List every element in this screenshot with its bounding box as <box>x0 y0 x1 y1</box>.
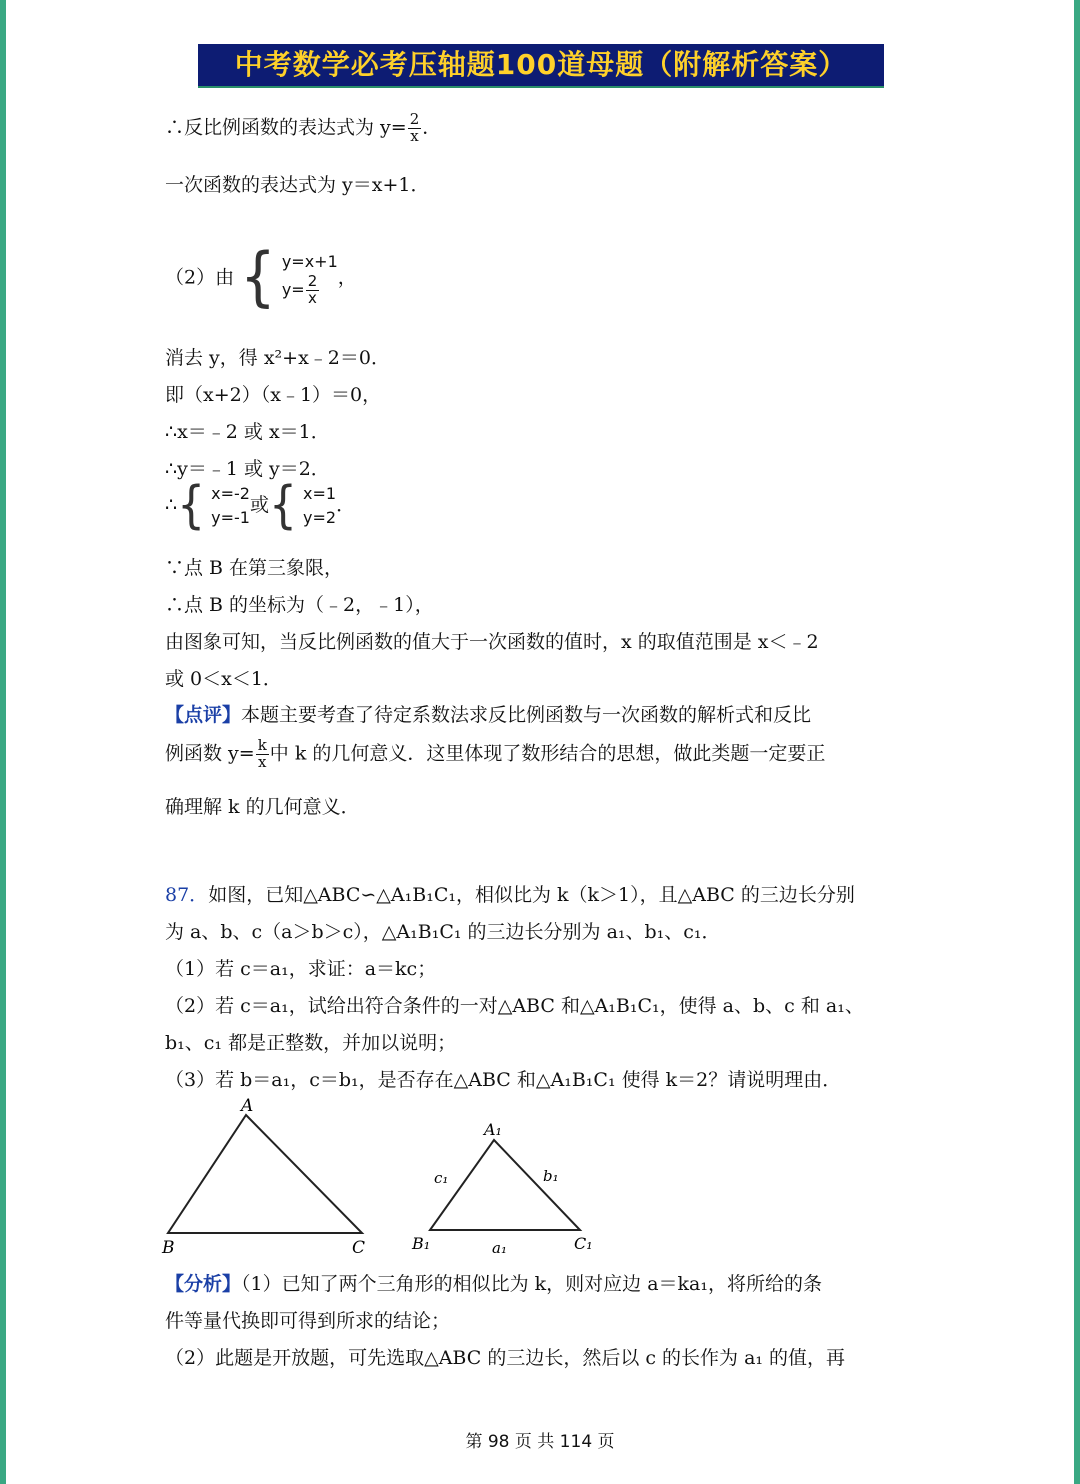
triangle-abc <box>168 1115 362 1233</box>
inverse-expression-line: ∴反比例函数的表达式为 y= $\frac{2}{x}$ ． <box>165 110 442 145</box>
fraction-denominator: x <box>308 288 317 307</box>
analysis-text-1: （1）已知了两个三角形的相似比为 k，则对应边 a＝ka₁，将所给的条 <box>241 1273 822 1295</box>
question-3: （3）若 b＝a₁，c＝b₁，是否存在△ABC 和△A₁B₁C₁ 使得 k＝2？请说明理由． <box>165 1069 842 1091</box>
system-row-2-text: y= <box>281 279 305 299</box>
pair-2-x: x=1 <box>303 484 337 503</box>
question-1: （1）若 c＝a₁，求证：a＝kc； <box>165 958 437 980</box>
vertex-c1-label: C₁ <box>574 1234 593 1253</box>
page-title: 中考数学必考压轴题100道母题（附解析答案） <box>198 44 884 88</box>
vertex-a-label: A <box>241 1096 254 1116</box>
brace-icon: { <box>177 476 206 535</box>
vertex-c-label: C <box>352 1238 366 1258</box>
fraction-denominator: x <box>258 752 267 771</box>
brace-icon: { <box>268 476 297 535</box>
problem-text-1: 如图，已知△ABC∽△A₁B₁C₁，相似比为 k（k＞1），且△ABC 的三边长分别 <box>208 884 855 906</box>
system-row-2 <box>282 274 338 307</box>
triangles-figure <box>150 1095 630 1265</box>
system-fraction <box>306 274 320 307</box>
comment-tag: 【点评】 <box>165 704 242 726</box>
vertex-a1-label: A₁ <box>484 1120 502 1139</box>
equation-system <box>282 250 338 307</box>
part2-system-line: （2）由 { y=x+1 y= $\frac{2}{x}$ ， <box>165 240 357 316</box>
right-border-bar <box>1074 0 1080 1484</box>
fraction-numerator: 2 <box>409 110 420 128</box>
comment-line-1 <box>165 700 811 727</box>
or-text: 或 <box>249 494 269 516</box>
solution-pair-2 <box>303 482 336 530</box>
range-line-2: 或 0＜x＜1． <box>165 668 282 690</box>
solution-pairs-line: ∴{ x=-2 y=-1 或{ x=1 y=2 ． <box>165 476 356 535</box>
part2-prefix: （2）由 <box>165 266 235 289</box>
pair-1-y: y=-1 <box>211 508 250 527</box>
x-solutions-line: ∴x＝﹣2 或 x＝1． <box>165 421 330 443</box>
eliminate-line: 消去 y，得 x²+x﹣2＝0． <box>165 347 390 369</box>
comment-line-2 <box>165 738 825 771</box>
pair-1-x: x=-2 <box>211 484 250 503</box>
analysis-tag: 【分析】 <box>165 1273 242 1295</box>
analysis-line-1 <box>165 1269 822 1296</box>
side-a1-label: a₁ <box>492 1239 507 1257</box>
b-quadrant-line: ∵点 B 在第三象限， <box>165 557 344 579</box>
side-b1-label: b₁ <box>543 1167 559 1185</box>
factor-line: 即（x+2）（x﹣1）＝0， <box>165 384 382 406</box>
question-2-line-2: b₁、c₁ 都是正整数，并加以说明； <box>165 1032 457 1054</box>
comment-text-2a: 例函数 y= <box>165 742 255 765</box>
triangle-a1b1c1 <box>430 1140 580 1230</box>
y-solutions-line: ∴y＝﹣1 或 y＝2． <box>165 458 330 480</box>
linear-expression-line: 一次函数的表达式为 y＝x+1． <box>165 174 430 196</box>
side-c1-label: c₁ <box>434 1169 449 1187</box>
analysis-line-3: （2）此题是开放题，可先选取△ABC 的三边长，然后以 c 的长作为 a₁ 的值，再 <box>165 1347 846 1369</box>
fraction-numerator: k <box>257 736 267 754</box>
range-line-1: 由图象可知，当反比例函数的值大于一次函数的值时，x 的取值范围是 x＜﹣2 <box>165 631 819 653</box>
brace-icon: { <box>240 240 276 316</box>
problem-87-line-1 <box>165 880 855 907</box>
vertex-b1-label: B₁ <box>412 1234 431 1253</box>
inverse-fraction <box>408 112 422 145</box>
b-coords-line: ∴点 B 的坐标为（﹣2，﹣1）， <box>165 594 434 616</box>
pair-2-y: y=2 <box>303 508 337 527</box>
fraction-denominator: x <box>410 126 419 145</box>
comment-line-3: 确理解 k 的几何意义． <box>165 796 360 818</box>
comment-text-1: 本题主要考查了待定系数法求反比例函数与一次函数的解析式和反比 <box>241 704 812 726</box>
question-2-line-1: （2）若 c＝a₁，试给出符合条件的一对△ABC 和△A₁B₁C₁，使得 a、b、c 和 a₁、 <box>165 995 864 1017</box>
problem-87-line-2: 为 a、b、c（a＞b＞c），△A₁B₁C₁ 的三边长分别为 a₁、b₁、c₁． <box>165 921 721 943</box>
system-row-1: y=x+1 <box>281 252 338 271</box>
vertex-b-label: B <box>162 1238 175 1258</box>
problem-number: 87． <box>165 884 209 906</box>
fraction-numerator: 2 <box>307 272 318 290</box>
comment-text-2b: 中 k 的几何意义．这里体现了数形结合的思想，做此类题一定要正 <box>269 742 826 765</box>
solution-pair-1 <box>211 482 250 530</box>
page-number: 第 98 页 共 114 页 <box>465 1432 615 1452</box>
comment-fraction <box>256 738 269 771</box>
analysis-line-2: 件等量代换即可得到所求的结论； <box>165 1310 451 1332</box>
inverse-expression-text: ∴反比例函数的表达式为 y= <box>165 116 407 139</box>
left-border-bar <box>0 0 6 1484</box>
